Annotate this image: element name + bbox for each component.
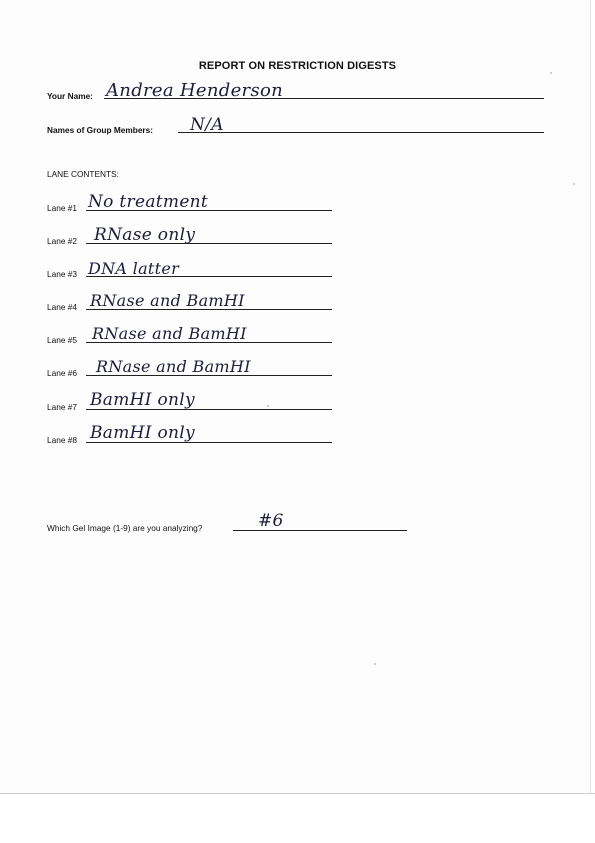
lane-label: Lane #3 (47, 269, 77, 279)
group-members-label: Names of Group Members: (47, 125, 154, 135)
group-members-line (178, 132, 544, 133)
lane-label: Lane #6 (47, 368, 77, 378)
lane-label: Lane #1 (47, 203, 77, 213)
your-name-label: Your Name: (47, 91, 93, 101)
your-name-value: Andrea Henderson (106, 80, 284, 101)
lane-value: DNA latter (88, 259, 180, 278)
lane-label: Lane #4 (47, 302, 77, 312)
scan-speck (267, 405, 269, 407)
lane-label: Lane #5 (47, 335, 77, 345)
form-title: REPORT ON RESTRICTION DIGESTS (198, 60, 397, 72)
gel-answer-value: #6 (258, 511, 284, 531)
lane-value: RNase and BamHI (90, 291, 245, 310)
scan-speck (550, 72, 552, 74)
lane-value: BamHI only (90, 390, 195, 410)
lane-value: RNase only (94, 225, 196, 245)
gel-question-label: Which Gel Image (1-9) are you analyzing? (47, 523, 203, 533)
lane-value: BamHI only (90, 423, 195, 443)
scan-speck (573, 183, 575, 185)
lane-label: Lane #7 (47, 402, 77, 412)
page-bottom-margin (0, 793, 595, 843)
lane-value: No treatment (88, 192, 209, 212)
lane-value: RNase and BamHI (96, 357, 251, 376)
lane-label: Lane #8 (47, 435, 77, 445)
lane-value: RNase and BamHI (92, 324, 247, 343)
lane-contents-heading: LANE CONTENTS: (47, 169, 119, 179)
lane-label: Lane #2 (47, 236, 77, 246)
group-members-value: N/A (190, 115, 224, 135)
scan-speck (374, 663, 376, 665)
